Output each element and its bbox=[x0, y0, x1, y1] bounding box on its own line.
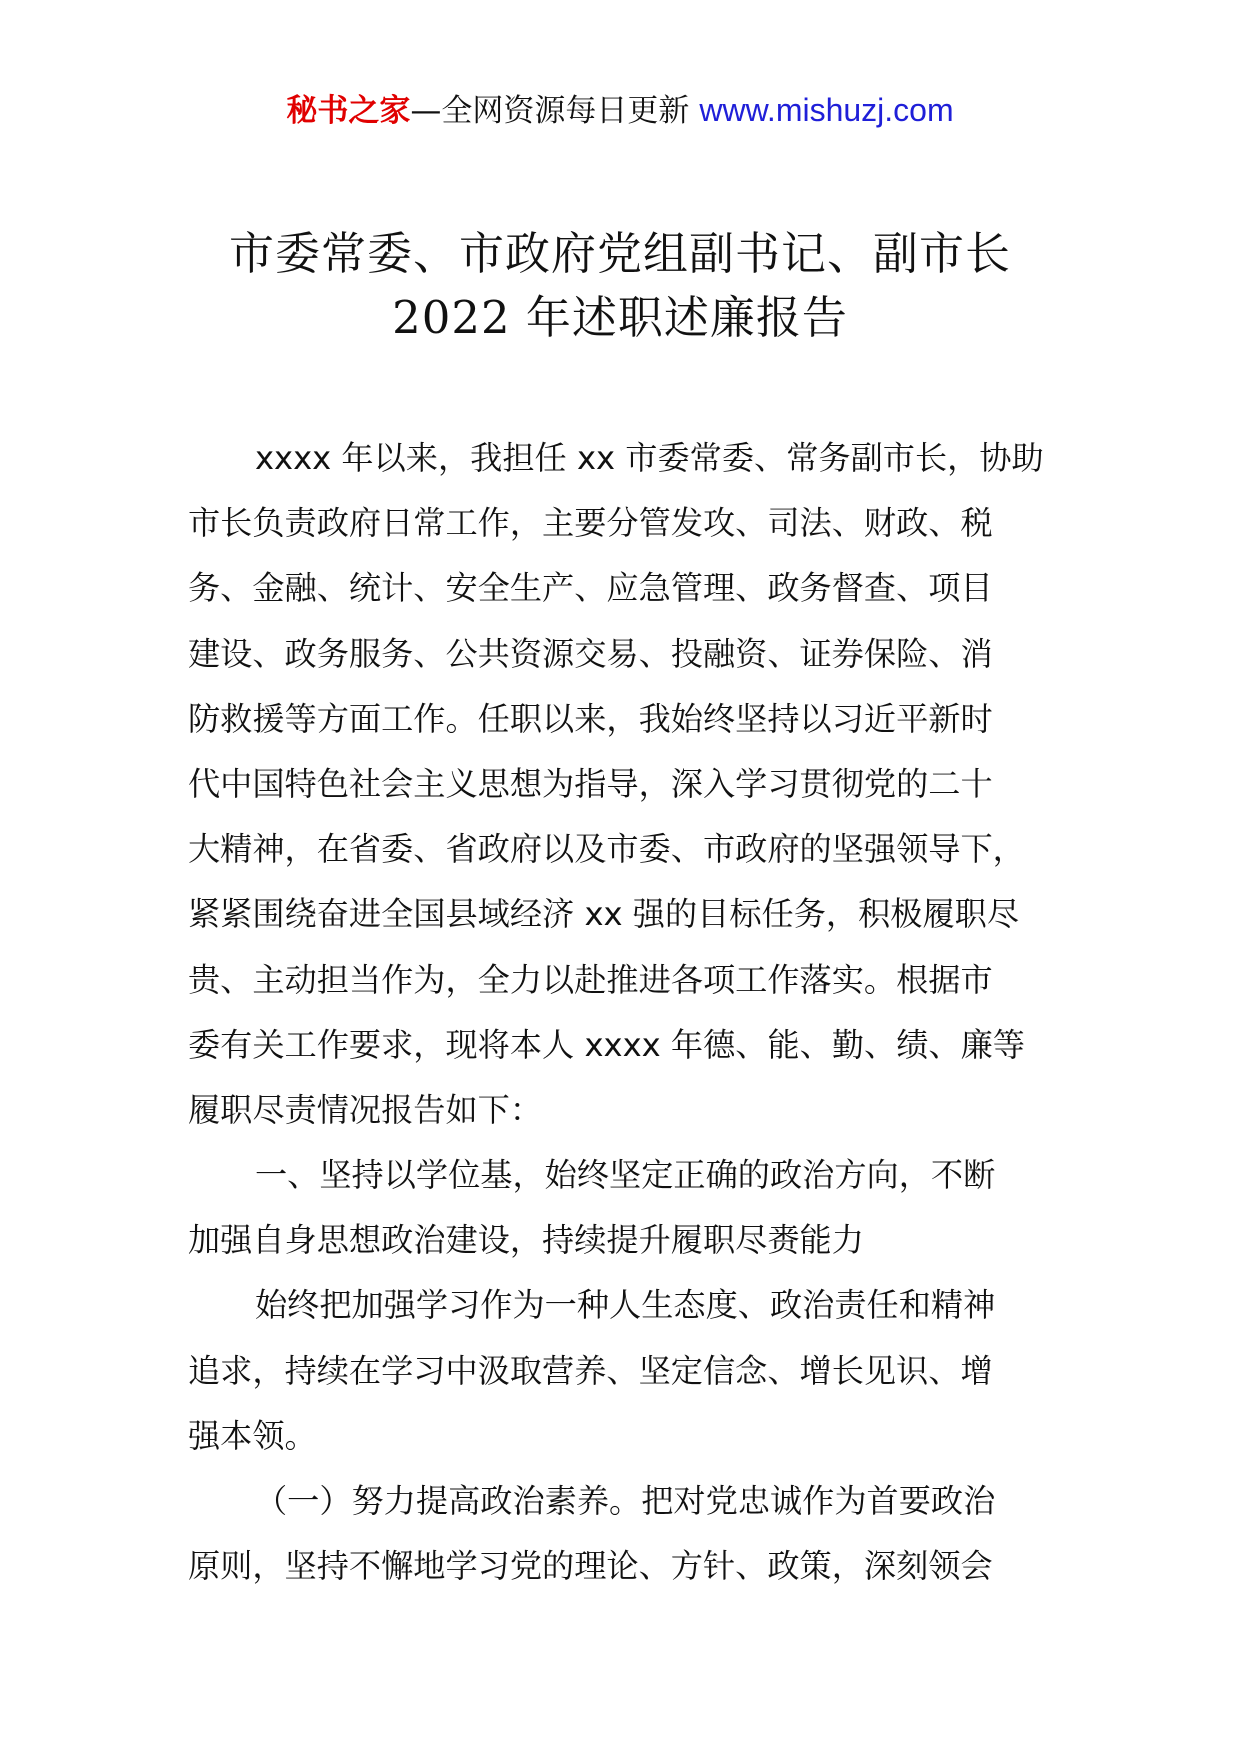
site-header bbox=[0, 90, 1240, 131]
body-line: 始终把加强学习作为一种人生态度、政治责任和精神 bbox=[255, 1286, 996, 1325]
title-line: 市委常委、市政府党组副书记、副市长 bbox=[228, 227, 1011, 280]
body-line: 防救援等方面工作。任职以来，我始终坚持以习近平新时 bbox=[188, 699, 993, 738]
brand-name: 秘书之家 bbox=[286, 93, 411, 129]
header-slogan: —全网资源每日更新 bbox=[410, 93, 690, 129]
body-line: 履职尽责情况报告如下： bbox=[188, 1090, 543, 1129]
body-line: xxxx 年以来，我担任 xx 市委常委、常务副市长，协助 bbox=[255, 439, 1044, 477]
body-line: 强本领。 bbox=[188, 1416, 317, 1455]
section-heading-line: 加强自身思想政治建设，持续提升履职尽赉能力 bbox=[188, 1221, 864, 1260]
body-line: 市长负责政府日常工作，主要分管发攻、司法、财政、税 bbox=[188, 504, 993, 543]
body-line: 建设、政务服务、公共资源交易、投融资、证券保险、消 bbox=[188, 634, 993, 673]
body-line: 贵、主动担当作为，全力以赴推进各项工作落实。根据市 bbox=[188, 960, 993, 999]
document-body bbox=[188, 426, 1048, 1599]
body-line: 追求，持续在学习中汲取营养、坚定信念、增长见识、增 bbox=[188, 1351, 993, 1390]
subsection-line: （一）努力提高政治素养。把对党忠诚作为首要政治 bbox=[255, 1482, 996, 1520]
body-line: 委有关工作要求，现将本人 xxxx 年德、能、勤、绩、廉等 bbox=[188, 1025, 1025, 1064]
title-line: 2022 年述职述廉报告 bbox=[392, 291, 848, 344]
body-line: 紧紧围绕奋进全国县域经济 xx 强的目标任务，积极履职尽 bbox=[188, 895, 1020, 934]
body-line: 大精神，在省委、省政府以及市委、市政府的坚强领导下， bbox=[188, 830, 1025, 869]
site-url-link[interactable]: www.mishuzj.com bbox=[699, 92, 954, 128]
body-line: 原则，坚持不懈地学习党的理论、方针、政策，深刻领会 bbox=[188, 1547, 993, 1586]
body-line: 务、金融、统计、安全生产、应急管理、政务督查、项目 bbox=[188, 569, 993, 608]
document-title bbox=[120, 222, 1120, 350]
section-heading-line: 一、坚持以学位基，始终坚定正确的政治方向，不断 bbox=[255, 1156, 996, 1195]
body-line: 代中国特色社会主义思想为指导，深入学习贯彻党的二十 bbox=[188, 764, 993, 803]
